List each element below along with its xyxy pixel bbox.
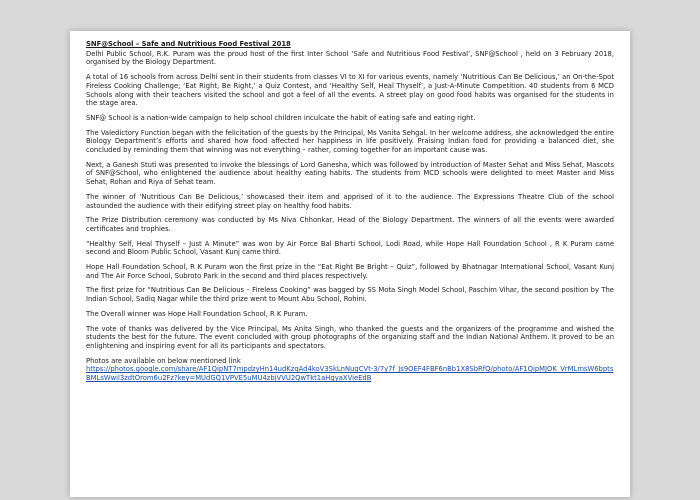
document-title: SNF@School – Safe and Nutritious Food Festival 2018 bbox=[86, 40, 291, 48]
paragraph-vote-of-thanks: The vote of thanks was delivered by the Vice Principal, Ms Anita Singh, who thanked the guests and the organizers of the programme and wished the students the best for the future. The event concluded with group photographs of the organizing staff and the Indian National Anthem. It proved to be an enlightening and inspiring event for all its participants and spectators. bbox=[86, 324, 614, 350]
paragraph-quiz-results: Hope Hall Foundation School, R K Puram won the first prize in the “Eat Right Be Bright – Quiz”, followed by Bhatnagar International School, Vasant Kunj and The Air Force School, Subroto Park in the second and third places respectively. bbox=[86, 263, 614, 280]
paragraph-winner-showcase: The winner of ‘Nutritious Can Be Delicious,’ showcased their item and apprised of it to the audience. The Expressions Theatre Club of the school astounded the audience with their edifying street play on healthy food habits. bbox=[86, 192, 614, 210]
paragraph-cooking-results: The first prize for “Nutritious Can Be Delicious – Fireless Cooking” was bagged by SS Mota Singh Model School, Paschim Vihar, the second position by The Indian School, Sadiq Nagar while the third prize went to Mount Abu School, Rohini. bbox=[86, 286, 614, 304]
paragraph-campaign: SNF@ School is a nation-wide campaign to help school children inculcate the habit of eating safe and eating right. bbox=[86, 113, 476, 122]
paragraph-ganesh-stuti: Next, a Ganesh Stuti was presented to invoke the blessings of Lord Ganesha, which was followed by introduction of Master Sehat and Miss Sehat, Mascots of SNF@School, who enlightened the audience about healthy eating habits. The students from MCD schools were delighted to meet Master and Miss Sehat, Rohan and Riya of Sehat team. bbox=[86, 160, 614, 187]
paragraph-jam-results: “Healthy Self, Heal Thyself – Just A Minute” was won by Air Force Bal Bharti School, Lodi Road, while Hope Hall Foundation School , R K Puram came second and Bloom Public School, Vasant Kunj came third. bbox=[86, 239, 614, 257]
paragraph-valedictory: The Valedictory Function began with the felicitation of the guests by the Principal, Ms Vanita Sehgal. In her welcome address, she acknowledged the entire Biology Department’s efforts and shared how food affected her happiness in life positively. Praising Indian food for providing a balanced diet, she concluded by reminding them that winning was not everything – rather, coming together for an important cause was. bbox=[86, 128, 614, 155]
photos-link[interactable]: https://photos.google.com/share/AF1QipNT7mpdzyHn14udKzqAd4koV3SkLnNuqCVt-3/7y7f_Js9OEF4FBF6nBb1X8SbRfQ/photo/AF1QipMJOK_VrMLmsW6bptsBMLsWwil3zdtOrom6u2Fz?key=MUdGQ1VPVE5uMU4zbjVVU2QwTkt1aHgyaXVieEdB bbox=[86, 365, 614, 383]
document-page bbox=[70, 31, 630, 497]
paragraph-intro: Delhi Public School, R.K. Puram was the proud host of the first Inter School ‘Safe and Nutritious Food Festival’, SNF@School , held on 3 February 2018, organised by the Biology Department. bbox=[86, 49, 614, 67]
paragraph-events: A total of 16 schools from across Delhi sent in their students from classes VI to XI for various events, namely ‘Nutritious Can Be Delicious,’ an On-the-Spot Fireless Cooking Challenge; ‘Eat Right, Be Right,’ a Quiz Contest, and ‘Healthy Self, Heal Thyself’, a Just-A-Minute Competition. 40 students from 6 MCD Schools along with their teachers visited the school and got a feel of all the events. A street play on good food habits was organised for the students in the stage area. bbox=[86, 73, 614, 108]
photos-label: Photos are available on below mentioned link bbox=[86, 356, 241, 365]
document-body bbox=[86, 40, 614, 389]
paragraph-prize-distribution: The Prize Distribution ceremony was conducted by Ms Niva Chhonkar, Head of the Biology Department. The winners of all the events were awarded certificates and trophies. bbox=[86, 216, 614, 233]
paragraph-overall-winner: The Overall winner was Hope Hall Foundation School, R K Puram. bbox=[86, 309, 308, 318]
